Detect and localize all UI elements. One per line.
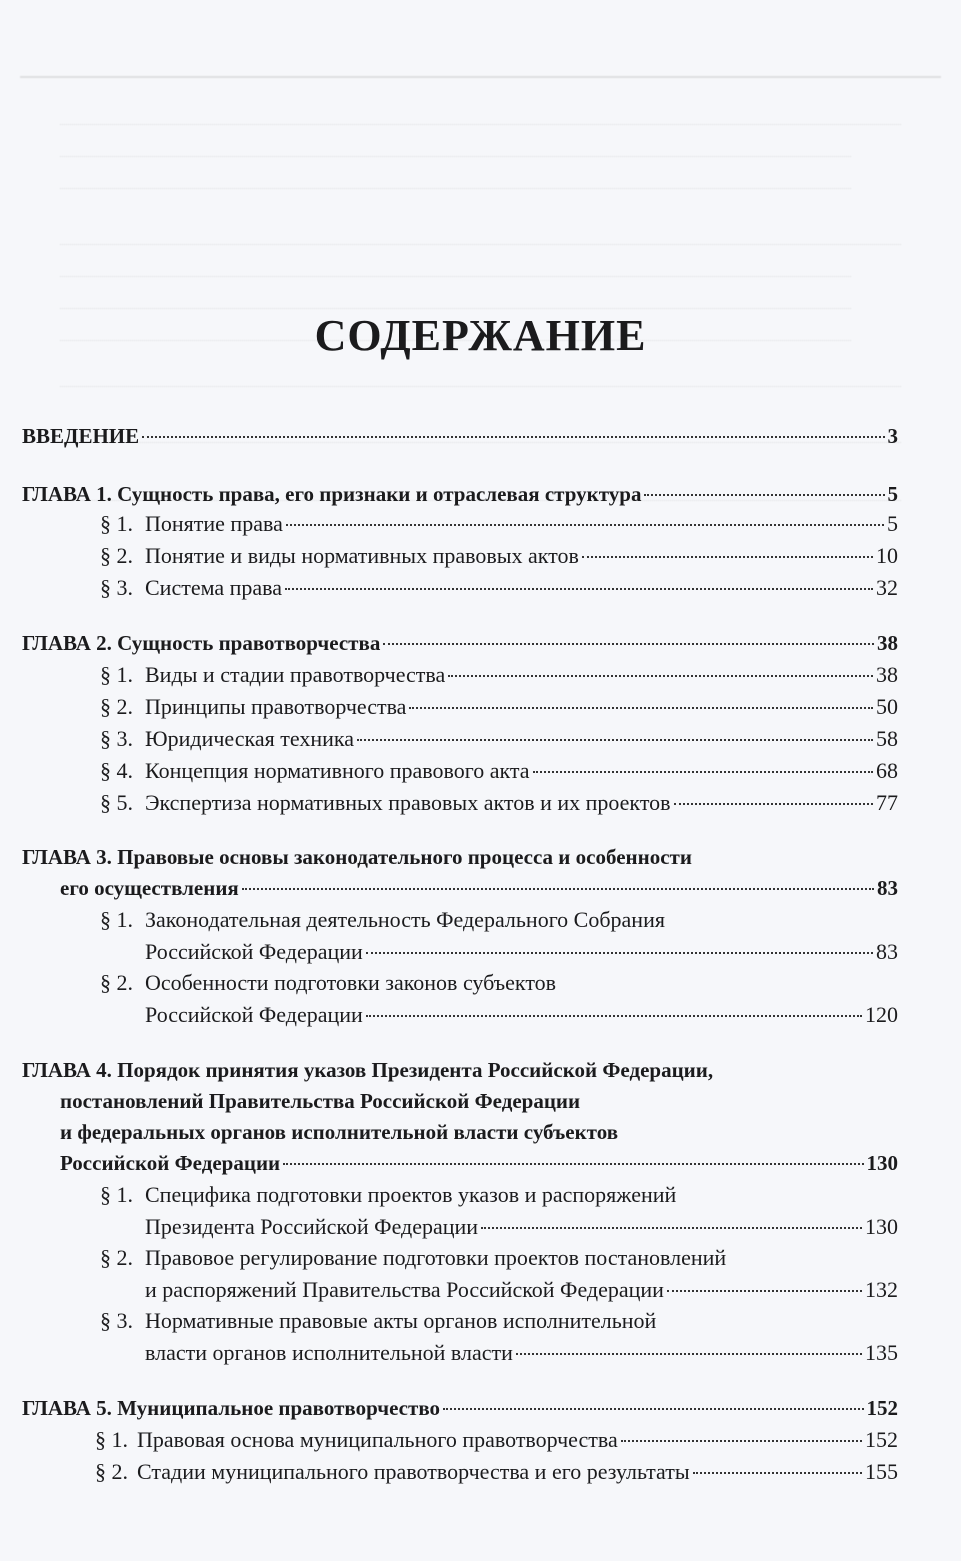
toc-section-3-2-line1[interactable]: § 2. Особенности подготовки законов субъектов — [100, 970, 557, 995]
toc-section-2-4[interactable]: § 4. Концепция нормативного правового акта 68 — [100, 758, 898, 783]
toc-chapter-4-line1[interactable]: ГЛАВА 4. Порядок принятия указов Президента Российской Федерации, — [22, 1058, 714, 1082]
toc-section-4-3-line1[interactable]: § 3. Нормативные правовые акты органов исполнительной — [100, 1308, 657, 1333]
toc-section-4-1[interactable]: Президента Российской Федерации 130 — [145, 1214, 898, 1239]
page-title: СОДЕРЖАНИЕ — [314, 311, 647, 360]
toc-section-3-1[interactable]: Российской Федерации 83 — [145, 939, 898, 964]
toc-section-4-3[interactable]: власти органов исполнительной власти 135 — [145, 1340, 898, 1365]
toc-chapter-4[interactable]: Российской Федерации 130 — [60, 1151, 898, 1175]
toc-chapter-2[interactable]: ГЛАВА 2. Сущность правотворчества 38 — [22, 631, 898, 655]
toc-chapter-5[interactable]: ГЛАВА 5. Муниципальное правотворчество 152 — [22, 1396, 898, 1420]
toc-section-4-2[interactable]: и распоряжений Правительства Российской Федерации 132 — [145, 1277, 898, 1302]
toc-section-5-2[interactable]: § 2. Стадии муниципального правотворчества и его результаты 155 — [95, 1459, 898, 1484]
toc-section-2-1[interactable]: § 1. Виды и стадии правотворчества 38 — [100, 662, 898, 687]
toc-section-3-2[interactable]: Российской Федерации 120 — [145, 1002, 898, 1027]
toc-chapter-3-line1[interactable]: ГЛАВА 3. Правовые основы законодательного процесса и особенности — [22, 845, 692, 869]
toc-section-1-2[interactable]: § 2. Понятие и виды нормативных правовых актов 10 — [100, 543, 898, 568]
toc-chapter-1[interactable]: ГЛАВА 1. Сущность права, его признаки и отраслевая структура 5 — [22, 482, 898, 506]
toc-chapter-3[interactable]: его осуществления 83 — [60, 876, 898, 900]
toc-section-3-1-line1[interactable]: § 1. Законодательная деятельность Федерального Собрания — [100, 907, 665, 932]
toc-intro[interactable]: ВВЕДЕНИЕ 3 — [22, 424, 898, 448]
toc-section-2-5[interactable]: § 5. Экспертиза нормативных правовых актов и их проектов 77 — [100, 790, 898, 815]
toc-section-1-1[interactable]: § 1. Понятие права 5 — [100, 511, 898, 536]
toc-section-5-1[interactable]: § 1. Правовая основа муниципального правотворчества 152 — [95, 1427, 898, 1452]
toc-chapter-4-line2[interactable]: постановлений Правительства Российской Федерации — [60, 1089, 581, 1113]
toc-section-4-2-line1[interactable]: § 2. Правовое регулирование подготовки проектов постановлений — [100, 1245, 727, 1270]
toc-section-2-2[interactable]: § 2. Принципы правотворчества 50 — [100, 694, 898, 719]
toc-section-1-3[interactable]: § 3. Система права 32 — [100, 575, 898, 600]
toc-section-2-3[interactable]: § 3. Юридическая техника 58 — [100, 726, 898, 751]
toc-chapter-4-line3[interactable]: и федеральных органов исполнительной власти субъектов — [60, 1120, 619, 1144]
toc-section-4-1-line1[interactable]: § 1. Специфика подготовки проектов указов и распоряжений — [100, 1182, 677, 1207]
